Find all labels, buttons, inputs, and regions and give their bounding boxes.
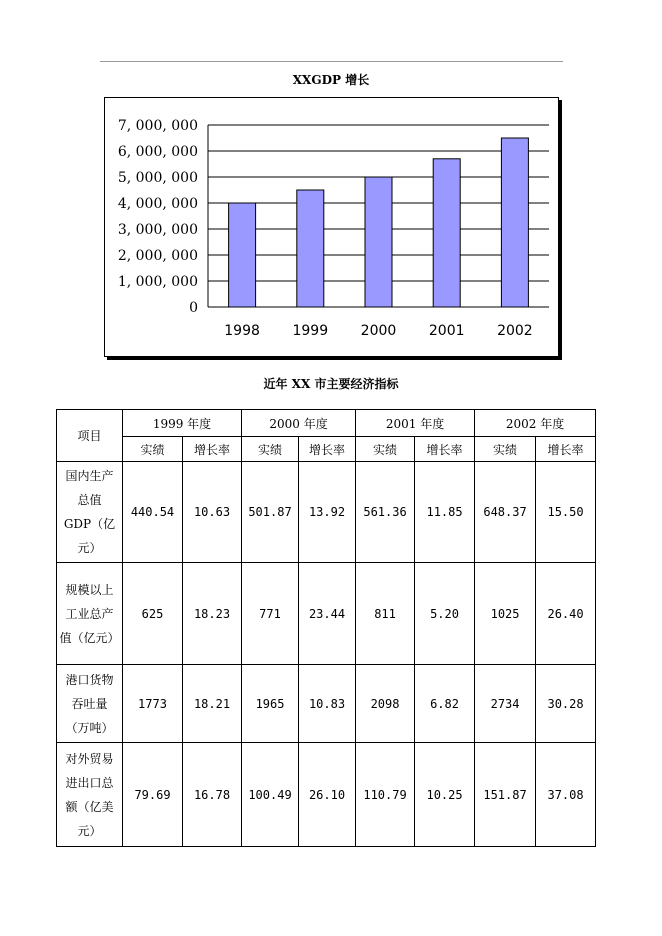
header-actual: 实绩 (123, 437, 183, 462)
y-tick-label: 1, 000, 000 (117, 274, 198, 290)
header-growth: 增长率 (299, 437, 356, 462)
bar-2001 (433, 159, 460, 307)
cell-value: 13.92 (299, 462, 356, 563)
row-label-line: 进出口总 (65, 775, 114, 790)
cell-value: 5.20 (415, 563, 475, 665)
row-label-line: 港口货物 (65, 672, 114, 687)
header-growth: 增长率 (415, 437, 475, 462)
x-tick-label: 2002 (497, 323, 533, 339)
table-row-gdp (57, 462, 596, 563)
gdp-chart-frame (104, 97, 559, 357)
cell-value: 18.21 (183, 665, 242, 743)
y-tick-label: 6, 000, 000 (117, 144, 198, 160)
row-label (57, 563, 123, 665)
x-tick-label: 1999 (292, 323, 329, 339)
cell-value: 625 (123, 563, 183, 665)
y-tick-label: 3, 000, 000 (117, 222, 198, 238)
row-label-line: 规模以上 (65, 582, 114, 597)
cell-value: 1965 (242, 665, 299, 743)
cell-value: 26.40 (536, 563, 596, 665)
table-header-row-years (57, 410, 596, 437)
row-label-line: 总值 (77, 493, 102, 507)
header-year-2000: 2000 年度 (242, 410, 356, 437)
cell-value: 110.79 (356, 743, 415, 847)
row-label-line: 工业总产 (65, 606, 114, 621)
cell-value: 2734 (475, 665, 536, 743)
x-tick-label: 2001 (428, 323, 465, 339)
header-rule (100, 61, 563, 62)
cell-value: 811 (356, 563, 415, 665)
header-year-2001: 2001 年度 (356, 410, 475, 437)
cell-value: 6.82 (415, 665, 475, 743)
x-tick-label: 2000 (360, 323, 397, 339)
bar-1998 (229, 203, 256, 307)
x-tick-label: 1998 (224, 323, 260, 339)
cell-value: 11.85 (415, 462, 475, 563)
cell-value: 440.54 (123, 462, 183, 563)
row-label (57, 743, 123, 847)
cell-value: 30.28 (536, 665, 596, 743)
header-actual: 实绩 (475, 437, 536, 462)
cell-value: 23.44 (299, 563, 356, 665)
cell-value: 100.49 (242, 743, 299, 847)
row-label-line: 国内生产 (65, 469, 114, 483)
row-label-line: 额（亿美 (65, 799, 114, 814)
cell-value: 79.69 (123, 743, 183, 847)
gdp-bar-chart (105, 98, 558, 356)
cell-value: 501.87 (242, 462, 299, 563)
cell-value: 10.63 (183, 462, 242, 563)
bar-2002 (501, 138, 528, 307)
header-growth: 增长率 (183, 437, 242, 462)
cell-value: 37.08 (536, 743, 596, 847)
header-growth: 增长率 (536, 437, 596, 462)
bar-2000 (365, 177, 392, 307)
bar-1999 (297, 190, 324, 307)
cell-value: 18.23 (183, 563, 242, 665)
table-row-industrial-output (57, 563, 596, 665)
cell-value: 771 (242, 563, 299, 665)
table-title: 近年 XX 市主要经济指标 (263, 377, 399, 391)
cell-value: 10.25 (415, 743, 475, 847)
table-row-port-throughput (57, 665, 596, 743)
table-row-foreign-trade (57, 743, 596, 847)
row-label-line: （万吨） (65, 720, 114, 735)
row-label-line: 元） (77, 541, 102, 555)
cell-value: 26.10 (299, 743, 356, 847)
row-label-line: 对外贸易 (65, 751, 114, 766)
header-actual: 实绩 (356, 437, 415, 462)
row-label (57, 665, 123, 743)
y-tick-label: 2, 000, 000 (117, 248, 198, 264)
cell-value: 561.36 (356, 462, 415, 563)
cell-value: 16.78 (183, 743, 242, 847)
cell-value: 15.50 (536, 462, 596, 563)
y-tick-label: 0 (189, 300, 198, 316)
row-label-line: 吞吐量 (71, 696, 108, 711)
header-actual: 实绩 (242, 437, 299, 462)
y-tick-label: 7, 000, 000 (117, 118, 198, 134)
header-item: 项目 (57, 410, 123, 462)
y-tick-label: 5, 000, 000 (117, 170, 198, 186)
cell-value: 1773 (123, 665, 183, 743)
cell-value: 1025 (475, 563, 536, 665)
row-label-line: 值（亿元） (59, 630, 120, 645)
header-year-2002: 2002 年度 (475, 410, 596, 437)
cell-value: 151.87 (475, 743, 536, 847)
header-year-1999: 1999 年度 (123, 410, 242, 437)
economic-indicators-table (56, 409, 596, 847)
y-tick-label: 4, 000, 000 (117, 196, 198, 212)
row-label-line: GDP（亿 (63, 517, 116, 531)
row-label-line: 元） (77, 823, 102, 838)
cell-value: 648.37 (475, 462, 536, 563)
chart-title: XXGDP 增长 (292, 73, 370, 87)
cell-value: 10.83 (299, 665, 356, 743)
row-label (57, 462, 123, 563)
table-header-row-sub (57, 437, 596, 462)
cell-value: 2098 (356, 665, 415, 743)
